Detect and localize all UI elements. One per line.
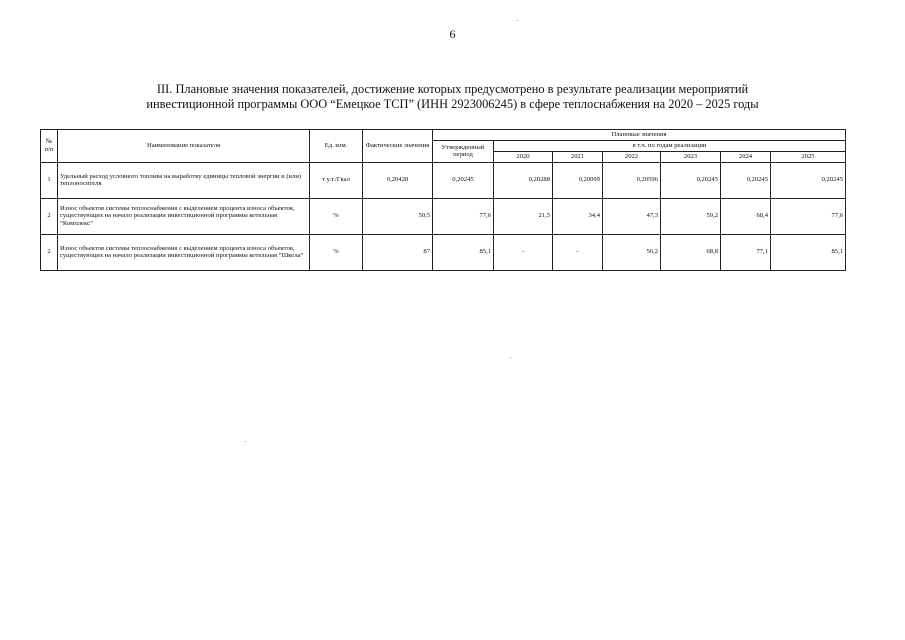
row-year-value: 21,5 [494, 198, 553, 234]
header-name: Наименование показателя [58, 130, 310, 163]
row-year-value: - [553, 234, 603, 270]
row-approved-value: 85,1 [433, 234, 494, 270]
row-year-value: 68,4 [721, 198, 771, 234]
header-year: 2020 [494, 151, 553, 162]
scan-speck [517, 20, 518, 21]
page-number: 6 [449, 27, 456, 41]
header-year: 2022 [603, 151, 661, 162]
row-year-value: 56,2 [603, 234, 661, 270]
row-approved-value: 0,20245 [433, 162, 494, 198]
row-year-value: 0,20245 [661, 162, 721, 198]
row-year-value: 0,20245 [771, 162, 846, 198]
row-year-value: 85,1 [771, 234, 846, 270]
row-year-value: - [494, 234, 553, 270]
indicators-table [40, 129, 846, 271]
section-title-line-1: III. Плановые значения показателей, достижение которых предусмотрено в результате реализации мероприятий [156, 82, 749, 96]
header-unit: Ед. изм. [310, 130, 363, 163]
header-planned: Плановые значения [433, 130, 846, 141]
row-num: 2 [41, 234, 58, 270]
row-year-value: 68,8 [661, 234, 721, 270]
scan-speck [510, 357, 511, 358]
scan-speck [245, 441, 246, 442]
table-row [41, 162, 846, 198]
header-year: 2024 [721, 151, 771, 162]
header-year: 2023 [661, 151, 721, 162]
row-unit: % [310, 198, 363, 234]
row-num: 2 [41, 198, 58, 234]
table-row [41, 234, 846, 270]
row-actual-value: 87 [363, 234, 433, 270]
header-approved: Утвержденный период [433, 141, 494, 163]
row-indicator-name: Удельный расход условного топлива на выработку единицы тепловой энергии и (или) теплоносителя [58, 162, 310, 198]
header-by-years: в т.ч. по годам реализации [494, 141, 846, 152]
section-title-line-2: инвестиционной программы ООО “Емецкое ТСП” (ИНН 2923006245) в сфере теплоснабжения на 2020 – 2025 годы [146, 97, 759, 111]
row-year-value: 77,1 [721, 234, 771, 270]
header-year: 2021 [553, 151, 603, 162]
row-approved-value: 77,6 [433, 198, 494, 234]
row-year-value: 0,20596 [603, 162, 661, 198]
section-title [60, 82, 845, 112]
header-year: 2025 [771, 151, 846, 162]
row-year-value: 0,20288 [494, 162, 553, 198]
row-year-value: 47,3 [603, 198, 661, 234]
row-unit: % [310, 234, 363, 270]
row-indicator-name: Износ объектов системы теплоснабжения с выделением процента износа объектов, существующих на начало реализации инвестиционной программы котельная “Школа” [58, 234, 310, 270]
row-year-value: 34,4 [553, 198, 603, 234]
row-year-value: 77,6 [771, 198, 846, 234]
row-indicator-name: Износ объектов системы теплоснабжения с выделением процента износа объектов, существующих на начало реализации инвестиционной программы котельная “Комплекс” [58, 198, 310, 234]
row-unit: т у.т./Гкал [310, 162, 363, 198]
row-year-value: 0,20245 [721, 162, 771, 198]
row-year-value: 0,20099 [553, 162, 603, 198]
row-year-value: 59,2 [661, 198, 721, 234]
header-actual: Фактические значения [363, 130, 433, 163]
header-num: № п/п [41, 130, 58, 163]
row-actual-value: 50,5 [363, 198, 433, 234]
table-row [41, 198, 846, 234]
row-num: 1 [41, 162, 58, 198]
row-actual-value: 0,20428 [363, 162, 433, 198]
